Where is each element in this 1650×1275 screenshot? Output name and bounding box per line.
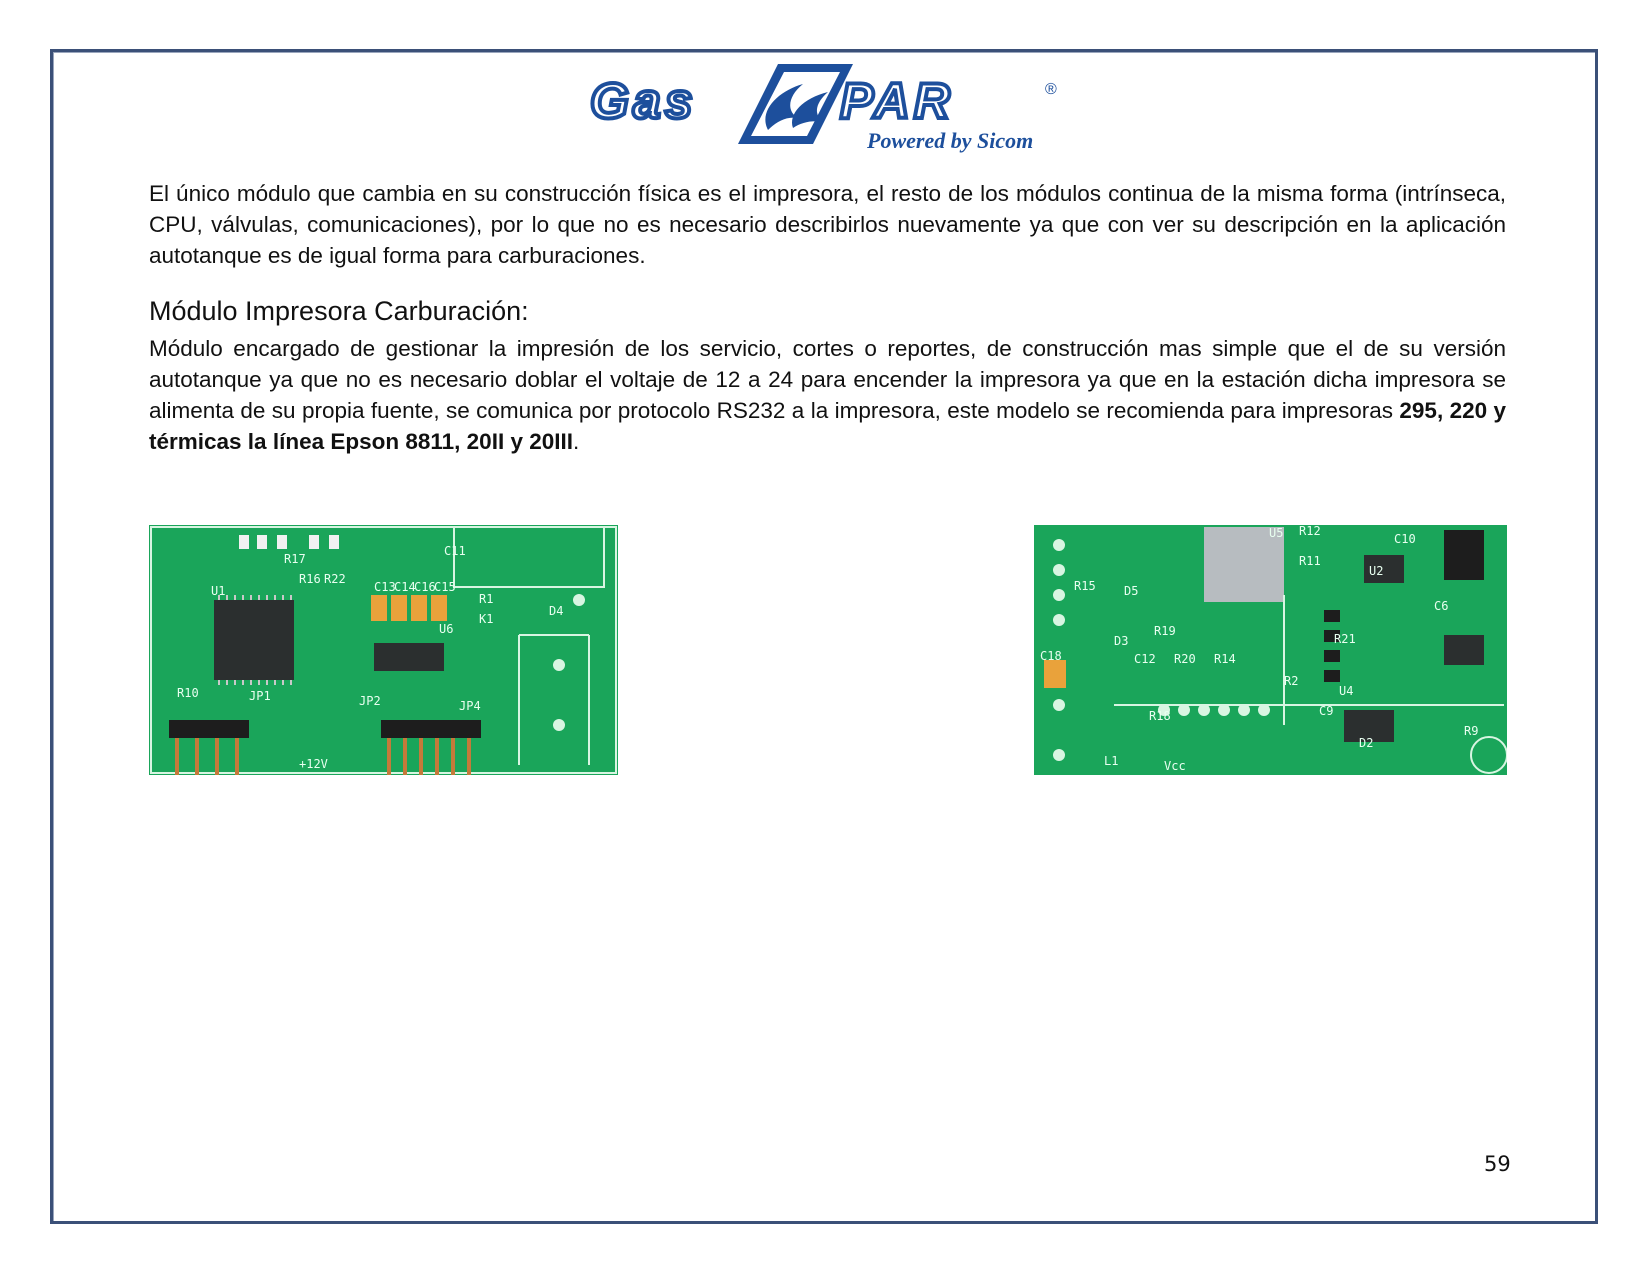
silkscreen-label: JP1 (249, 689, 271, 703)
printer-models: 295, 220 y térmicas la línea Epson 8811, 20II y 20III (149, 398, 1506, 454)
silkscreen-label: R22 (324, 572, 346, 586)
silkscreen-label: C18 (1040, 649, 1062, 663)
silkscreen-label: R9 (1464, 724, 1479, 738)
silkscreen-label: C11 (444, 544, 466, 558)
silkscreen-label: D4 (549, 604, 564, 618)
silkscreen-label: C10 (1394, 532, 1416, 546)
silkscreen-label: R14 (1214, 652, 1236, 666)
silkscreen-label: L1 (1104, 754, 1119, 768)
page-number: 59 (1484, 1152, 1511, 1176)
silkscreen-label: U4 (1339, 684, 1354, 698)
silkscreen-label: R19 (1154, 624, 1176, 638)
section-heading: Módulo Impresora Carburación: (149, 296, 529, 326)
section-paragraph-text: Módulo encargado de gestionar la impresión de los servicio, cortes o reportes, de construcción mas simple que el de su versión autotanque ya que no es necesario doblar el voltaje de 12 a 24 para encender la impresora ya que en la estación dicha impresora se alimenta de su propia fuente, se comunica por protocolo RS232 a la impresora, este modelo se recomienda para impresoras (149, 336, 1506, 423)
silkscreen-label: D3 (1114, 634, 1129, 648)
silkscreen-label: R16 (299, 572, 321, 586)
silkscreen-label: C16 (414, 580, 436, 594)
silkscreen-label: C12 (1134, 652, 1156, 666)
silkscreen-label: U6 (439, 622, 454, 636)
intro-paragraph: El único módulo que cambia en su construcción física es el impresora, el resto de los módulos continua de la misma forma (intrínseca, CPU, válvulas, comunicaciones), por lo que no es necesario describirlos nuevamente ya que con ver su descripción en la aplicación autotanque es de igual forma para carburaciones. (149, 181, 1506, 268)
silkscreen-label: R21 (1334, 632, 1356, 646)
silkscreen-label: R1 (479, 592, 494, 606)
silkscreen-label: K1 (479, 612, 494, 626)
silkscreen-label: D5 (1124, 584, 1139, 598)
section-paragraph-end: . (573, 429, 580, 454)
silkscreen-label: C6 (1434, 599, 1449, 613)
silkscreen-label: C14 (394, 580, 416, 594)
silkscreen-label: R17 (284, 552, 306, 566)
silkscreen-label: U5 (1269, 526, 1284, 540)
silkscreen-label: R12 (1299, 525, 1321, 538)
section-paragraph (149, 333, 1506, 457)
silkscreen-label: R15 (1074, 579, 1096, 593)
pcb-photo-right (1034, 525, 1507, 775)
silkscreen-label: R11 (1299, 554, 1321, 568)
logo-brand-left: Gas (590, 73, 697, 129)
silkscreen-label: U2 (1369, 564, 1384, 578)
silkscreen-label: +12V (299, 757, 328, 771)
silkscreen-label: Vcc (1164, 759, 1186, 773)
silkscreen-label: JP4 (459, 699, 481, 713)
silkscreen-label: JP2 (359, 694, 381, 708)
silkscreen-label: D2 (1359, 736, 1374, 750)
silkscreen-label: R18 (1149, 709, 1171, 723)
silkscreen-label: U1 (211, 584, 226, 598)
silkscreen-label: R2 (1284, 674, 1299, 688)
logo-registered: ® (1045, 81, 1057, 98)
silkscreen-label: R20 (1174, 652, 1196, 666)
silkscreen-label: R10 (177, 686, 199, 700)
pcb-photo-left (149, 525, 618, 775)
gaspar-logo (588, 56, 1066, 156)
logo-tagline: Powered by Sicom (867, 128, 1034, 153)
logo-brand-right: PAR (840, 73, 954, 129)
silkscreen-label: C15 (434, 580, 456, 594)
silkscreen-label: C9 (1319, 704, 1334, 718)
flame-icon (738, 64, 853, 144)
silkscreen-label: C13 (374, 580, 396, 594)
